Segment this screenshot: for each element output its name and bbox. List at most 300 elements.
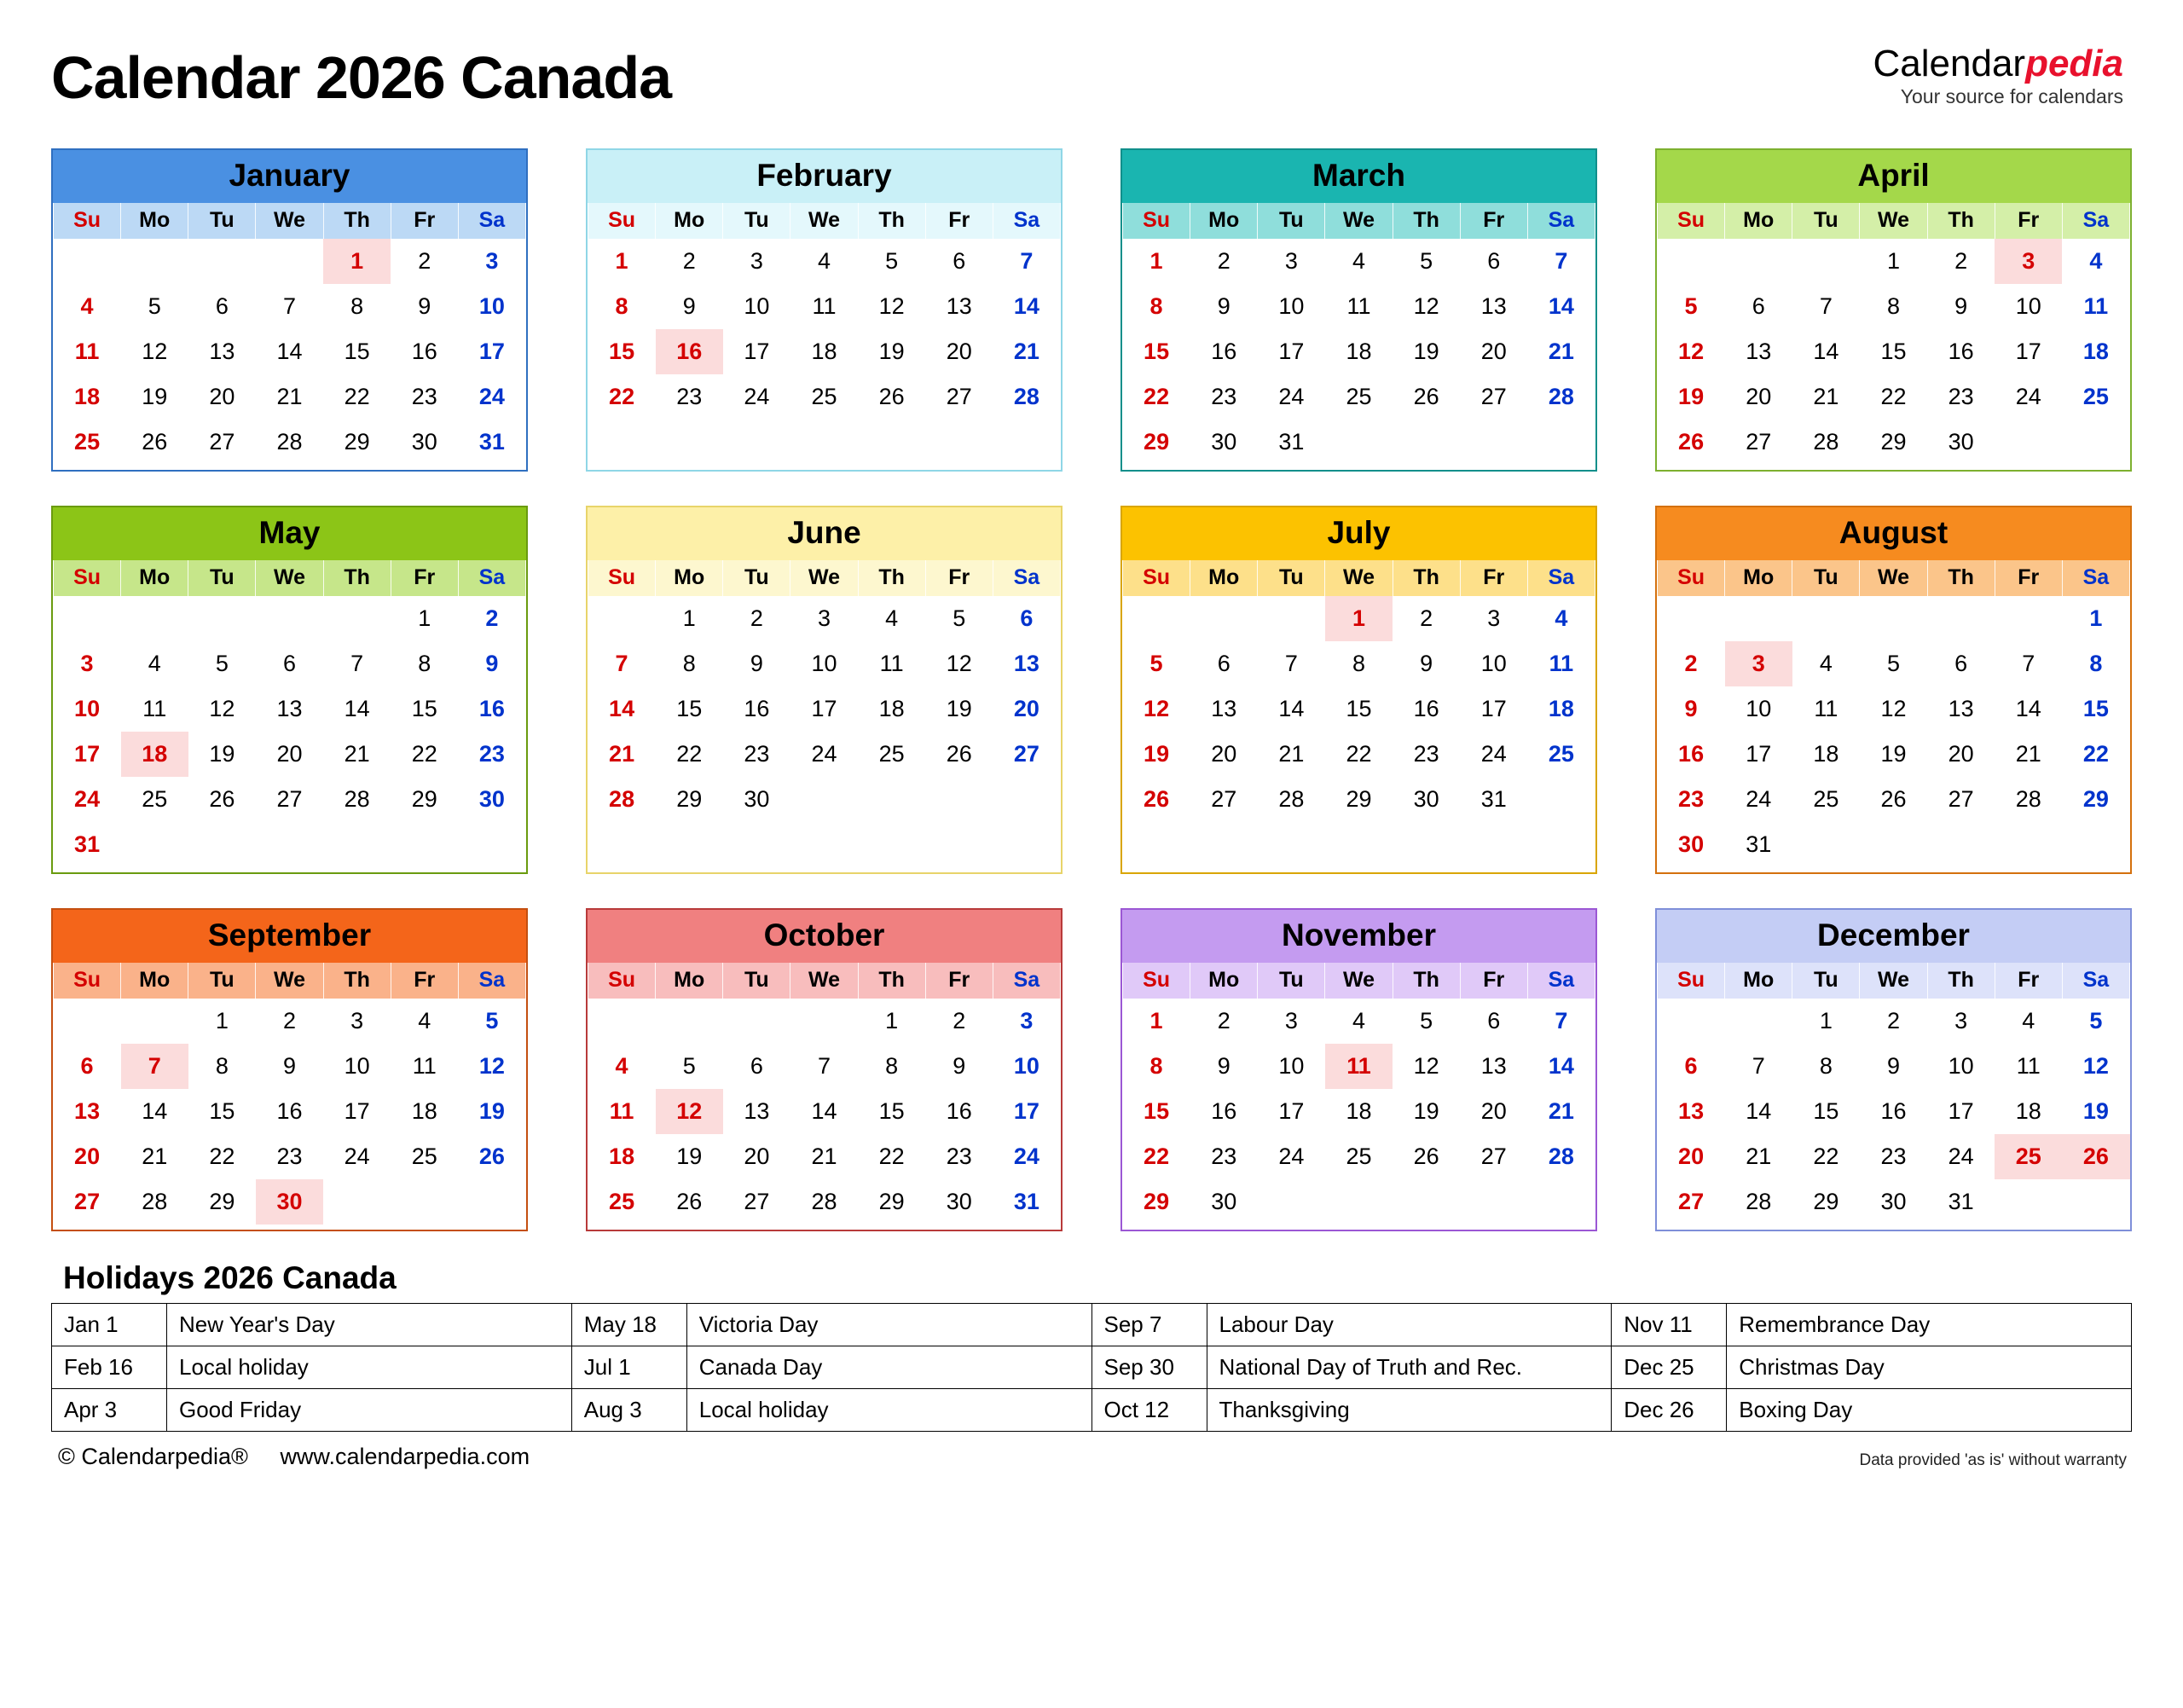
- week-row: [588, 732, 1061, 777]
- day-cell: 29: [209, 1189, 235, 1214]
- day-cell: 3: [350, 1008, 364, 1033]
- weekday-header-su: Su: [588, 560, 656, 596]
- day-cell: 28: [1548, 1143, 1574, 1169]
- empty-cell: [790, 999, 858, 1044]
- day-cell: 25: [1346, 1143, 1372, 1169]
- day-cell: 24: [1013, 1143, 1039, 1169]
- empty-cell: [121, 999, 188, 1044]
- day-cell: 1: [323, 239, 391, 284]
- day-cell: 21: [2015, 741, 2041, 767]
- day-cell: 20: [1746, 384, 1772, 409]
- day-cell: 19: [946, 696, 972, 721]
- day-cell: 7: [1752, 1053, 1765, 1079]
- month-table: [588, 560, 1061, 822]
- day-cell: 11: [142, 696, 167, 721]
- day-cell: 30: [411, 429, 437, 455]
- day-cell: 18: [1346, 1098, 1372, 1124]
- empty-cell: [1258, 1179, 1325, 1225]
- day-cell: 5: [885, 248, 899, 274]
- day-cell: 21: [1278, 741, 1305, 767]
- weekday-header-su: Su: [1658, 963, 1725, 999]
- week-row: [588, 1134, 1061, 1179]
- day-cell: 31: [1480, 786, 1507, 812]
- day-cell: 17: [1013, 1098, 1039, 1124]
- brand-tagline: Your source for calendars: [1900, 85, 2123, 108]
- weekday-header-row: [588, 963, 1061, 999]
- day-cell: 25: [609, 1189, 635, 1214]
- day-cell: 18: [411, 1098, 437, 1124]
- month-block: [1655, 148, 2132, 472]
- day-cell: 3: [1284, 1008, 1298, 1033]
- day-cell: 14: [1013, 293, 1039, 319]
- day-cell: 26: [1144, 786, 1170, 812]
- day-cell: 8: [1819, 1053, 1833, 1079]
- day-cell: 13: [276, 696, 303, 721]
- weekday-header-fr: Fr: [391, 203, 458, 239]
- weekday-header-su: Su: [1123, 560, 1190, 596]
- weekday-header-we: We: [1860, 560, 1927, 596]
- day-cell: 29: [1813, 1189, 1839, 1214]
- weekday-header-mo: Mo: [1190, 203, 1258, 239]
- day-cell: 11: [1549, 651, 1574, 676]
- day-cell: 5: [2089, 1008, 2103, 1033]
- day-cell: 15: [1144, 1098, 1170, 1124]
- day-cell: 13: [1013, 651, 1039, 676]
- week-row: [1123, 420, 1595, 465]
- week-row: [1658, 329, 2130, 374]
- day-cell: 6: [282, 651, 296, 676]
- day-cell: 19: [1413, 1098, 1439, 1124]
- weekday-header-sa: Sa: [993, 963, 1060, 999]
- weekday-header-fr: Fr: [1995, 560, 2062, 596]
- month-block: [51, 908, 528, 1231]
- day-cell: 19: [478, 1098, 505, 1124]
- weekday-header-we: We: [256, 963, 323, 999]
- day-cell: 11: [2083, 293, 2109, 319]
- day-cell: 18: [121, 732, 188, 777]
- day-cell: 11: [1814, 696, 1838, 721]
- day-cell: 29: [411, 786, 437, 812]
- day-cell: 9: [282, 1053, 296, 1079]
- day-cell: 6: [1487, 1008, 1501, 1033]
- day-cell: 9: [1217, 293, 1230, 319]
- day-cell: 7: [615, 651, 628, 676]
- holiday-name: Boxing Day: [1727, 1389, 2132, 1432]
- day-cell: 10: [1278, 1053, 1305, 1079]
- day-cell: 18: [878, 696, 905, 721]
- day-cell: 3: [1954, 1008, 1968, 1033]
- day-cell: 14: [344, 696, 370, 721]
- day-cell: 29: [1346, 786, 1372, 812]
- week-row: [54, 596, 526, 641]
- day-cell: 25: [2082, 384, 2109, 409]
- day-cell: 28: [811, 1189, 837, 1214]
- day-cell: 4: [148, 651, 161, 676]
- day-cell: 6: [1487, 248, 1501, 274]
- month-title: June: [588, 507, 1061, 560]
- month-block: [51, 506, 528, 874]
- week-row: [1123, 1179, 1595, 1225]
- day-cell: 25: [811, 384, 837, 409]
- day-cell: 15: [609, 339, 635, 364]
- week-row: [1123, 999, 1595, 1044]
- day-cell: 22: [878, 1143, 905, 1169]
- day-cell: 2: [1420, 605, 1433, 631]
- week-row: [1658, 777, 2130, 822]
- weekday-header-th: Th: [323, 560, 391, 596]
- day-cell: 12: [878, 293, 905, 319]
- weekday-header-tu: Tu: [1258, 203, 1325, 239]
- month-block: [1655, 908, 2132, 1231]
- brand-name-part2: pedia: [2025, 43, 2123, 84]
- holiday-row: [52, 1304, 2132, 1346]
- weekday-header-we: We: [1325, 560, 1393, 596]
- day-cell: 10: [1013, 1053, 1039, 1079]
- day-cell: 30: [946, 1189, 972, 1214]
- day-cell: 30: [256, 1179, 323, 1225]
- month-title: October: [588, 910, 1061, 963]
- day-cell: 15: [1813, 1098, 1839, 1124]
- day-cell: 5: [1684, 293, 1698, 319]
- weekday-header-row: [1123, 963, 1595, 999]
- empty-cell: [458, 822, 525, 867]
- day-cell: 23: [946, 1143, 972, 1169]
- day-cell: 15: [1144, 339, 1170, 364]
- empty-cell: [1792, 822, 1860, 867]
- day-cell: 3: [80, 651, 94, 676]
- day-cell: 13: [1678, 1098, 1705, 1124]
- day-cell: 31: [1013, 1189, 1039, 1214]
- day-cell: 5: [1420, 1008, 1433, 1033]
- day-cell: 4: [80, 293, 94, 319]
- weekday-header-tu: Tu: [1792, 963, 1860, 999]
- day-cell: 26: [1413, 384, 1439, 409]
- week-row: [1658, 1089, 2130, 1134]
- holiday-name: Thanksgiving: [1207, 1389, 1612, 1432]
- weekday-header-fr: Fr: [925, 963, 993, 999]
- week-row: [588, 641, 1061, 686]
- day-cell: 8: [350, 293, 364, 319]
- empty-cell: [391, 1179, 458, 1225]
- empty-cell: [1190, 596, 1258, 641]
- month-title: August: [1657, 507, 2130, 560]
- weekday-header-fr: Fr: [1460, 560, 1527, 596]
- day-cell: 7: [1555, 1008, 1568, 1033]
- day-cell: 8: [615, 293, 628, 319]
- day-cell: 29: [676, 786, 703, 812]
- day-cell: 9: [953, 1053, 966, 1079]
- day-cell: 15: [676, 696, 703, 721]
- weekday-header-tu: Tu: [1792, 203, 1860, 239]
- empty-cell: [121, 239, 188, 284]
- day-cell: 20: [1211, 741, 1237, 767]
- weekday-header-th: Th: [323, 963, 391, 999]
- weekday-header-fr: Fr: [1460, 963, 1527, 999]
- day-cell: 21: [1548, 1098, 1574, 1124]
- day-cell: 7: [282, 293, 296, 319]
- day-cell: 28: [609, 786, 635, 812]
- week-row: [588, 374, 1061, 420]
- day-cell: 12: [656, 1089, 723, 1134]
- day-cell: 4: [1352, 248, 1365, 274]
- month-title: September: [53, 910, 526, 963]
- holiday-name: Local holiday: [686, 1389, 1092, 1432]
- weekday-header-sa: Sa: [993, 560, 1060, 596]
- weekday-header-mo: Mo: [656, 963, 723, 999]
- month-title: February: [588, 150, 1061, 203]
- weekday-header-we: We: [1860, 203, 1927, 239]
- day-cell: 21: [1746, 1143, 1772, 1169]
- day-cell: 3: [1020, 1008, 1034, 1033]
- week-row: [54, 239, 526, 284]
- brand-name: [1873, 44, 2123, 84]
- weekday-header-sa: Sa: [1527, 560, 1595, 596]
- day-cell: 4: [2022, 1008, 2035, 1033]
- empty-cell: [1927, 596, 1995, 641]
- weekday-header-sa: Sa: [2062, 963, 2129, 999]
- holiday-date: Dec 26: [1612, 1389, 1727, 1432]
- day-cell: 28: [344, 786, 370, 812]
- day-cell: 16: [1413, 696, 1439, 721]
- day-cell: 20: [1480, 1098, 1507, 1124]
- day-cell: 30: [1211, 1189, 1237, 1214]
- day-cell: 25: [1548, 741, 1574, 767]
- week-row: [1658, 420, 2130, 465]
- day-cell: 19: [209, 741, 235, 767]
- day-cell: 13: [1480, 1053, 1507, 1079]
- day-cell: 23: [676, 384, 703, 409]
- day-cell: 12: [1678, 339, 1705, 364]
- day-cell: 19: [1678, 384, 1705, 409]
- weekday-header-row: [1123, 560, 1595, 596]
- month-block: [1655, 506, 2132, 874]
- months-grid: [51, 148, 2132, 1231]
- empty-cell: [993, 777, 1060, 822]
- month-block: [1120, 148, 1597, 472]
- day-cell: 24: [478, 384, 505, 409]
- day-cell: 19: [878, 339, 905, 364]
- holiday-name: Canada Day: [686, 1346, 1092, 1389]
- holidays-title: Holidays 2026 Canada: [63, 1260, 397, 1295]
- weekday-header-su: Su: [1658, 203, 1725, 239]
- day-cell: 29: [878, 1189, 905, 1214]
- day-cell: 7: [121, 1044, 188, 1089]
- day-cell: 16: [946, 1098, 972, 1124]
- weekday-header-sa: Sa: [1527, 203, 1595, 239]
- empty-cell: [2062, 420, 2129, 465]
- weekday-header-fr: Fr: [391, 963, 458, 999]
- day-cell: 22: [209, 1143, 235, 1169]
- day-cell: 18: [74, 384, 101, 409]
- weekday-header-sa: Sa: [1527, 963, 1595, 999]
- day-cell: 12: [1413, 293, 1439, 319]
- day-cell: 16: [1880, 1098, 1907, 1124]
- weekday-header-tu: Tu: [723, 203, 790, 239]
- day-cell: 24: [744, 384, 770, 409]
- holiday-date: Nov 11: [1612, 1304, 1727, 1346]
- day-cell: 3: [817, 605, 831, 631]
- month-table: [53, 203, 526, 465]
- day-cell: 29: [2082, 786, 2109, 812]
- day-cell: 10: [2015, 293, 2041, 319]
- month-table: [1657, 560, 2130, 867]
- day-cell: 14: [811, 1098, 837, 1124]
- holidays-section: [51, 1260, 2132, 1432]
- week-row: [54, 284, 526, 329]
- weekday-header-sa: Sa: [2062, 560, 2129, 596]
- month-title: March: [1122, 150, 1595, 203]
- weekday-header-we: We: [790, 560, 858, 596]
- week-row: [1658, 999, 2130, 1044]
- empty-cell: [723, 999, 790, 1044]
- weekday-header-th: Th: [1393, 203, 1460, 239]
- weekday-header-sa: Sa: [993, 203, 1060, 239]
- day-cell: 11: [1325, 1044, 1393, 1089]
- weekday-header-th: Th: [1927, 963, 1995, 999]
- day-cell: 10: [1278, 293, 1305, 319]
- day-cell: 1: [2089, 605, 2103, 631]
- day-cell: 21: [1813, 384, 1839, 409]
- day-cell: 24: [2015, 384, 2041, 409]
- day-cell: 19: [1413, 339, 1439, 364]
- day-cell: 23: [1413, 741, 1439, 767]
- day-cell: 22: [1880, 384, 1907, 409]
- day-cell: 2: [1954, 248, 1968, 274]
- day-cell: 25: [142, 786, 168, 812]
- empty-cell: [323, 822, 391, 867]
- empty-cell: [391, 822, 458, 867]
- day-cell: 12: [1880, 696, 1907, 721]
- week-row: [1123, 374, 1595, 420]
- weekday-header-tu: Tu: [188, 203, 256, 239]
- weekday-header-row: [1658, 203, 2130, 239]
- weekday-header-we: We: [790, 203, 858, 239]
- week-row: [588, 284, 1061, 329]
- day-cell: 30: [1678, 831, 1705, 857]
- weekday-header-sa: Sa: [458, 963, 525, 999]
- day-cell: 16: [411, 339, 437, 364]
- day-cell: 19: [1144, 741, 1170, 767]
- day-cell: 12: [209, 696, 235, 721]
- day-cell: 14: [276, 339, 303, 364]
- weekday-header-we: We: [1325, 963, 1393, 999]
- weekday-header-su: Su: [1658, 560, 1725, 596]
- holiday-name: Labour Day: [1207, 1304, 1612, 1346]
- week-row: [588, 239, 1061, 284]
- day-cell: 6: [1752, 293, 1765, 319]
- day-cell: 5: [1420, 248, 1433, 274]
- day-cell: 31: [1746, 831, 1772, 857]
- holiday-name: Local holiday: [167, 1346, 572, 1389]
- weekday-header-th: Th: [1927, 203, 1995, 239]
- day-cell: 11: [879, 651, 904, 676]
- week-row: [588, 329, 1061, 374]
- day-cell: 17: [478, 339, 505, 364]
- weekday-header-we: We: [256, 560, 323, 596]
- day-cell: 17: [344, 1098, 370, 1124]
- day-cell: 28: [1278, 786, 1305, 812]
- week-row: [1123, 1044, 1595, 1089]
- day-cell: 12: [478, 1053, 505, 1079]
- day-cell: 9: [750, 651, 763, 676]
- holiday-name: Remembrance Day: [1727, 1304, 2132, 1346]
- day-cell: 27: [1480, 1143, 1507, 1169]
- week-row: [588, 777, 1061, 822]
- day-cell: 4: [2089, 248, 2103, 274]
- day-cell: 18: [811, 339, 837, 364]
- holiday-name: National Day of Truth and Rec.: [1207, 1346, 1612, 1389]
- day-cell: 4: [1555, 605, 1568, 631]
- week-row: [1123, 329, 1595, 374]
- day-cell: 10: [478, 293, 505, 319]
- weekday-header-su: Su: [54, 560, 121, 596]
- weekday-header-mo: Mo: [121, 203, 188, 239]
- day-cell: 27: [1211, 786, 1237, 812]
- website-link[interactable]: www.calendarpedia.com: [280, 1444, 530, 1469]
- week-row: [54, 1089, 526, 1134]
- month-title: May: [53, 507, 526, 560]
- holiday-date: Jul 1: [571, 1346, 686, 1389]
- week-row: [1123, 641, 1595, 686]
- day-cell: 24: [1278, 384, 1305, 409]
- empty-cell: [1658, 596, 1725, 641]
- weekday-header-th: Th: [858, 963, 925, 999]
- empty-cell: [121, 822, 188, 867]
- empty-cell: [1527, 1179, 1595, 1225]
- day-cell: 6: [1020, 605, 1034, 631]
- day-cell: 27: [1678, 1189, 1705, 1214]
- weekday-header-fr: Fr: [1995, 203, 2062, 239]
- day-cell: 27: [946, 384, 972, 409]
- holiday-row: [52, 1389, 2132, 1432]
- day-cell: 23: [744, 741, 770, 767]
- empty-cell: [1927, 822, 1995, 867]
- empty-cell: [1123, 596, 1190, 641]
- week-row: [588, 1044, 1061, 1089]
- weekday-header-tu: Tu: [188, 963, 256, 999]
- day-cell: 1: [615, 248, 628, 274]
- day-cell: 10: [1746, 696, 1772, 721]
- day-cell: 2: [1217, 1008, 1230, 1033]
- holiday-date: May 18: [571, 1304, 686, 1346]
- day-cell: 22: [609, 384, 635, 409]
- weekday-header-mo: Mo: [121, 963, 188, 999]
- empty-cell: [1325, 420, 1393, 465]
- day-cell: 25: [1813, 786, 1839, 812]
- day-cell: 12: [142, 339, 168, 364]
- day-cell: 6: [1954, 651, 1968, 676]
- weekday-header-th: Th: [1393, 963, 1460, 999]
- day-cell: 6: [215, 293, 229, 319]
- day-cell: 14: [1548, 293, 1574, 319]
- day-cell: 20: [1948, 741, 1974, 767]
- day-cell: 14: [609, 696, 635, 721]
- empty-cell: [1725, 596, 1792, 641]
- empty-cell: [1860, 822, 1927, 867]
- day-cell: 23: [1948, 384, 1974, 409]
- copyright-line: [58, 1444, 530, 1470]
- page-title: Calendar 2026 Canada: [51, 44, 672, 111]
- empty-cell: [1658, 239, 1725, 284]
- weekday-header-row: [54, 963, 526, 999]
- day-cell: 17: [1480, 696, 1507, 721]
- day-cell: 1: [418, 605, 431, 631]
- empty-cell: [1527, 420, 1595, 465]
- weekday-header-fr: Fr: [1995, 963, 2062, 999]
- week-row: [54, 641, 526, 686]
- empty-cell: [1460, 1179, 1527, 1225]
- week-row: [588, 686, 1061, 732]
